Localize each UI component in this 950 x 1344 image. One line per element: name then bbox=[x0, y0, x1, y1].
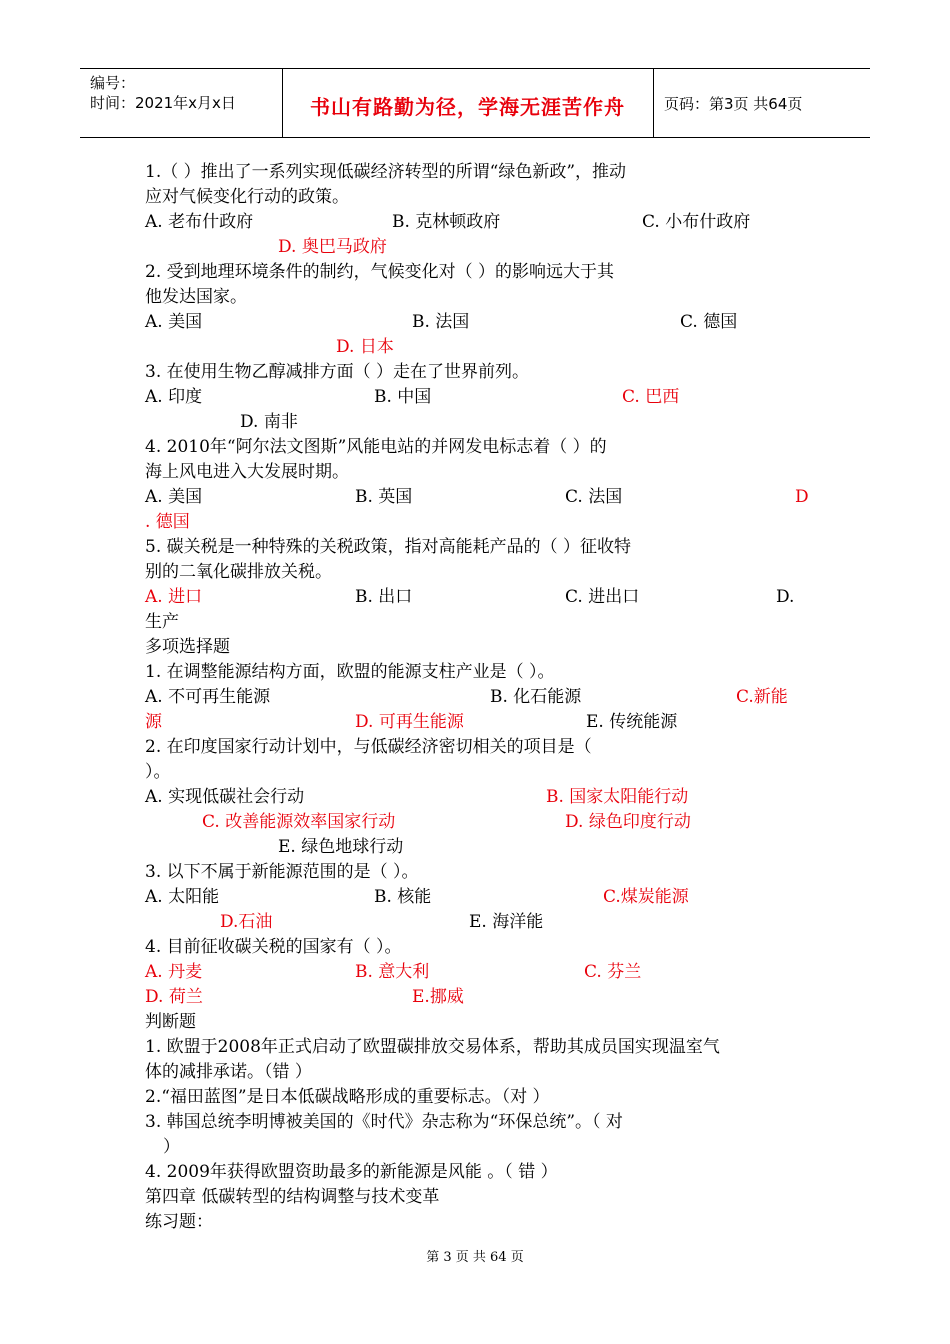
option: D. bbox=[776, 587, 795, 607]
document-date: 时间：2021年x月x日 bbox=[90, 94, 236, 112]
correct-option: D. 可再生能源 bbox=[355, 712, 464, 732]
question-text: 3. 韩国总统李明博被美国的《时代》杂志称为“环保总统”。（ 对 bbox=[145, 1112, 623, 1132]
correct-option: D bbox=[795, 487, 809, 507]
option: A. 印度 bbox=[145, 387, 203, 407]
question-text: 2.“福田蓝图”是日本低碳战略形成的重要标志。（对 ） bbox=[145, 1087, 550, 1107]
correct-option: D.石油 bbox=[220, 912, 273, 932]
correct-option: C. 巴西 bbox=[622, 387, 680, 407]
correct-option: B. 意大利 bbox=[355, 962, 430, 982]
question-text: 别的二氧化碳排放关税。 bbox=[145, 562, 332, 582]
option: A. 不可再生能源 bbox=[145, 687, 271, 707]
question-text: 1. 欧盟于2008年正式启动了欧盟碳排放交易体系，帮助其成员国实现温室气 bbox=[145, 1037, 720, 1057]
option: A. 老布什政府 bbox=[145, 212, 254, 232]
option: C. 进出口 bbox=[565, 587, 640, 607]
section-heading: 多项选择题 bbox=[145, 637, 230, 657]
correct-option: C.新能 bbox=[736, 687, 788, 707]
question-text: 3. 以下不属于新能源范围的是（ ）。 bbox=[145, 862, 419, 882]
option: B. 中国 bbox=[374, 387, 432, 407]
header-page-info: 页码：第3页 共64页 bbox=[664, 95, 803, 113]
option: B. 英国 bbox=[355, 487, 413, 507]
header-motto: 书山有路勤为径，学海无涯苦作舟 bbox=[310, 95, 625, 119]
question-text: 1. 在调整能源结构方面，欧盟的能源支柱产业是（ ）。 bbox=[145, 662, 555, 682]
correct-option: C. 改善能源效率国家行动 bbox=[202, 812, 396, 832]
correct-option: . 德国 bbox=[145, 512, 190, 532]
page-footer: 第 3 页 共 64 页 bbox=[426, 1250, 524, 1265]
option: E. 绿色地球行动 bbox=[278, 837, 404, 857]
section-heading: 判断题 bbox=[145, 1012, 196, 1032]
option: A. 太阳能 bbox=[145, 887, 220, 907]
option: A. 实现低碳社会行动 bbox=[145, 787, 305, 807]
correct-option: D. 日本 bbox=[336, 337, 394, 357]
question-text: 4. 目前征收碳关税的国家有（ ）。 bbox=[145, 937, 402, 957]
question-text: 3. 在使用生物乙醇减排方面（ ）走在了世界前列。 bbox=[145, 362, 530, 382]
question-text: 海上风电进入大发展时期。 bbox=[145, 462, 349, 482]
option: B. 核能 bbox=[374, 887, 432, 907]
correct-option: D. 荷兰 bbox=[145, 987, 203, 1007]
option: A. 美国 bbox=[145, 487, 203, 507]
option: B. 克林顿政府 bbox=[392, 212, 501, 232]
question-text: 2. 在印度国家行动计划中，与低碳经济密切相关的项目是（ bbox=[145, 737, 592, 757]
question-text: 4. 2009年获得欧盟资助最多的新能源是风能 。（ 错 ） bbox=[145, 1162, 558, 1182]
question-text: 4. 2010年“阿尔法文图斯”风能电站的并网发电标志着（ ）的 bbox=[145, 437, 607, 457]
question-text: 应对气候变化行动的政策。 bbox=[145, 187, 349, 207]
question-text: 2. 受到地理环境条件的制约，气候变化对（ ）的影响远大于其 bbox=[145, 262, 615, 282]
header-divider bbox=[653, 69, 654, 137]
option: B. 法国 bbox=[412, 312, 470, 332]
question-text: ）。 bbox=[145, 762, 171, 782]
correct-option: 源 bbox=[145, 712, 162, 732]
correct-option: C. 芬兰 bbox=[584, 962, 642, 982]
correct-option: A. 丹麦 bbox=[145, 962, 203, 982]
section-heading: 练习题： bbox=[145, 1212, 213, 1232]
option: C. 小布什政府 bbox=[642, 212, 751, 232]
page-header bbox=[80, 68, 870, 138]
question-text: ） bbox=[163, 1137, 180, 1157]
option: C. 法国 bbox=[565, 487, 623, 507]
question-text: 体的减排承诺。（错 ） bbox=[145, 1062, 312, 1082]
option: A. 美国 bbox=[145, 312, 203, 332]
question-text: 他发达国家。 bbox=[145, 287, 247, 307]
option: 生产 bbox=[145, 612, 179, 632]
correct-option: E.挪威 bbox=[412, 987, 464, 1007]
document-number-label: 编号： bbox=[90, 74, 136, 92]
correct-option: D. 奥巴马政府 bbox=[278, 237, 387, 257]
question-text: 1.（ ）推出了一系列实现低碳经济转型的所谓“绿色新政”，推动 bbox=[145, 162, 627, 182]
correct-option: D. 绿色印度行动 bbox=[565, 812, 691, 832]
correct-option: B. 国家太阳能行动 bbox=[546, 787, 689, 807]
option: E. 海洋能 bbox=[469, 912, 544, 932]
option: B. 出口 bbox=[355, 587, 413, 607]
question-text: 5. 碳关税是一种特殊的关税政策，指对高能耗产品的（ ）征收特 bbox=[145, 537, 632, 557]
chapter-heading: 第四章 低碳转型的结构调整与技术变革 bbox=[145, 1187, 440, 1207]
option: B. 化石能源 bbox=[490, 687, 582, 707]
option: E. 传统能源 bbox=[586, 712, 678, 732]
correct-option: C.煤炭能源 bbox=[603, 887, 689, 907]
option: D. 南非 bbox=[240, 412, 298, 432]
option: C. 德国 bbox=[680, 312, 738, 332]
correct-option: A. 进口 bbox=[145, 587, 203, 607]
